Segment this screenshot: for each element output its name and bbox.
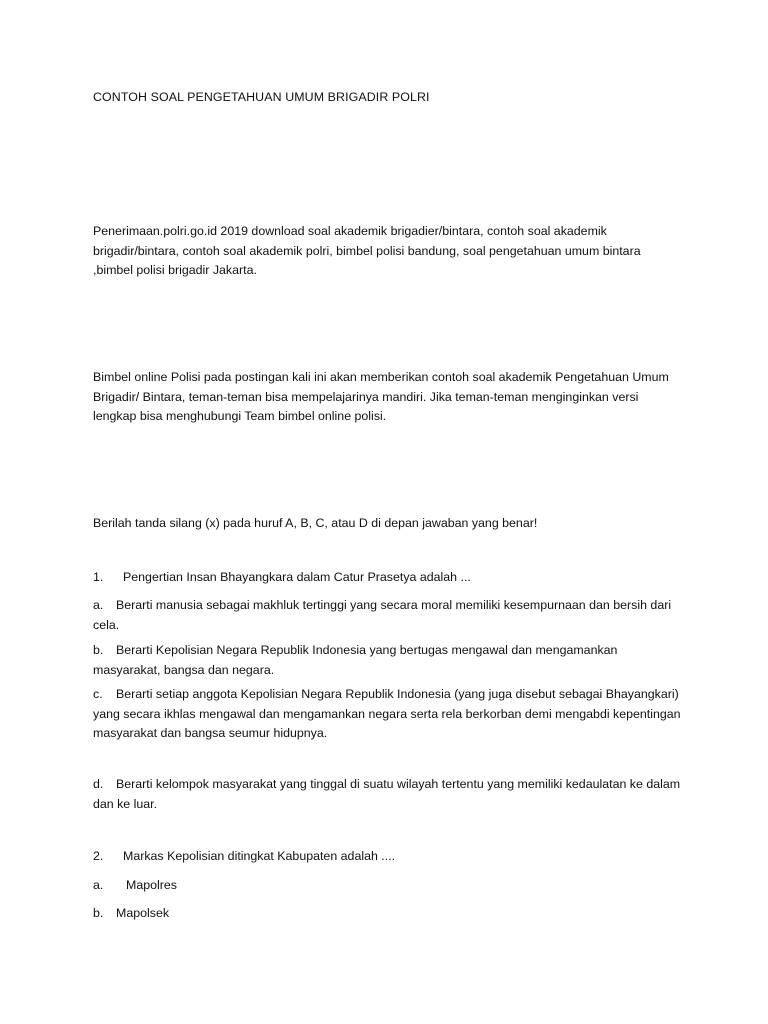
question-number: 1. (93, 570, 104, 584)
question-1-option-b (93, 641, 683, 680)
question-1 (93, 568, 683, 588)
option-letter: b. (93, 643, 104, 657)
option-text: Mapolres (126, 878, 177, 892)
option-letter: d. (93, 777, 104, 791)
option-letter: a. (93, 878, 104, 892)
option-text: Berarti Kepolisian Negara Republik Indonesia yang bertugas mengawal dan mengamankan masyarakat, bangsa dan negara. (93, 643, 618, 677)
description-paragraph: Bimbel online Polisi pada postingan kali ini akan memberikan contoh soal akademik Pengetahuan Umum Brigadir/ Bintara, teman-teman bisa mempelajarinya mandiri. Jika teman-teman menginginkan versi lengkap bisa menghubungi Team bimbel online polisi. (93, 370, 669, 423)
question-text: Pengertian Insan Bhayangkara dalam Catur Prasetya adalah ... (123, 570, 471, 584)
option-text: Mapolsek (116, 906, 170, 920)
option-text: Berarti manusia sebagai makhluk tertinggi yang secara moral memiliki kesempurnaan dan bersih dari cela. (93, 598, 672, 632)
question-1-option-a (93, 596, 683, 635)
document-title: CONTOH SOAL PENGETAHUAN UMUM BRIGADIR POLRI (93, 90, 430, 104)
option-letter: c. (93, 687, 103, 701)
question-2-option-a (93, 876, 683, 896)
option-letter: a. (93, 598, 104, 612)
question-number: 2. (93, 849, 104, 863)
option-text: Berarti kelompok masyarakat yang tinggal di suatu wilayah tertentu yang memiliki kedaulatan ke dalam dan ke luar. (93, 777, 681, 811)
intro-paragraph: Penerimaan.polri.go.id 2019 download soal akademik brigadier/bintara, contoh soal akademik brigadir/bintara, contoh soal akademik polri, bimbel polisi bandung, soal pengetahuan umum bintara ,bimbel polisi brigadir Jakarta. (93, 224, 641, 277)
question-2-option-b (93, 904, 683, 924)
question-1-option-d (93, 775, 683, 814)
question-1-option-c (93, 685, 683, 744)
question-2 (93, 847, 683, 867)
instruction-paragraph: Berilah tanda silang (x) pada huruf A, B, C, atau D di depan jawaban yang benar! (93, 516, 538, 530)
option-letter: b. (93, 906, 104, 920)
question-text: Markas Kepolisian ditingkat Kabupaten adalah .... (123, 849, 396, 863)
option-text: Berarti setiap anggota Kepolisian Negara Republik Indonesia (yang juga disebut sebagai Bhayangkari) yang secara ikhlas mengawal dan mengamankan negara serta rela berkorban demi mengabdi kepentingan masyarakat dan bangsa seumur hidupnya. (93, 687, 681, 740)
